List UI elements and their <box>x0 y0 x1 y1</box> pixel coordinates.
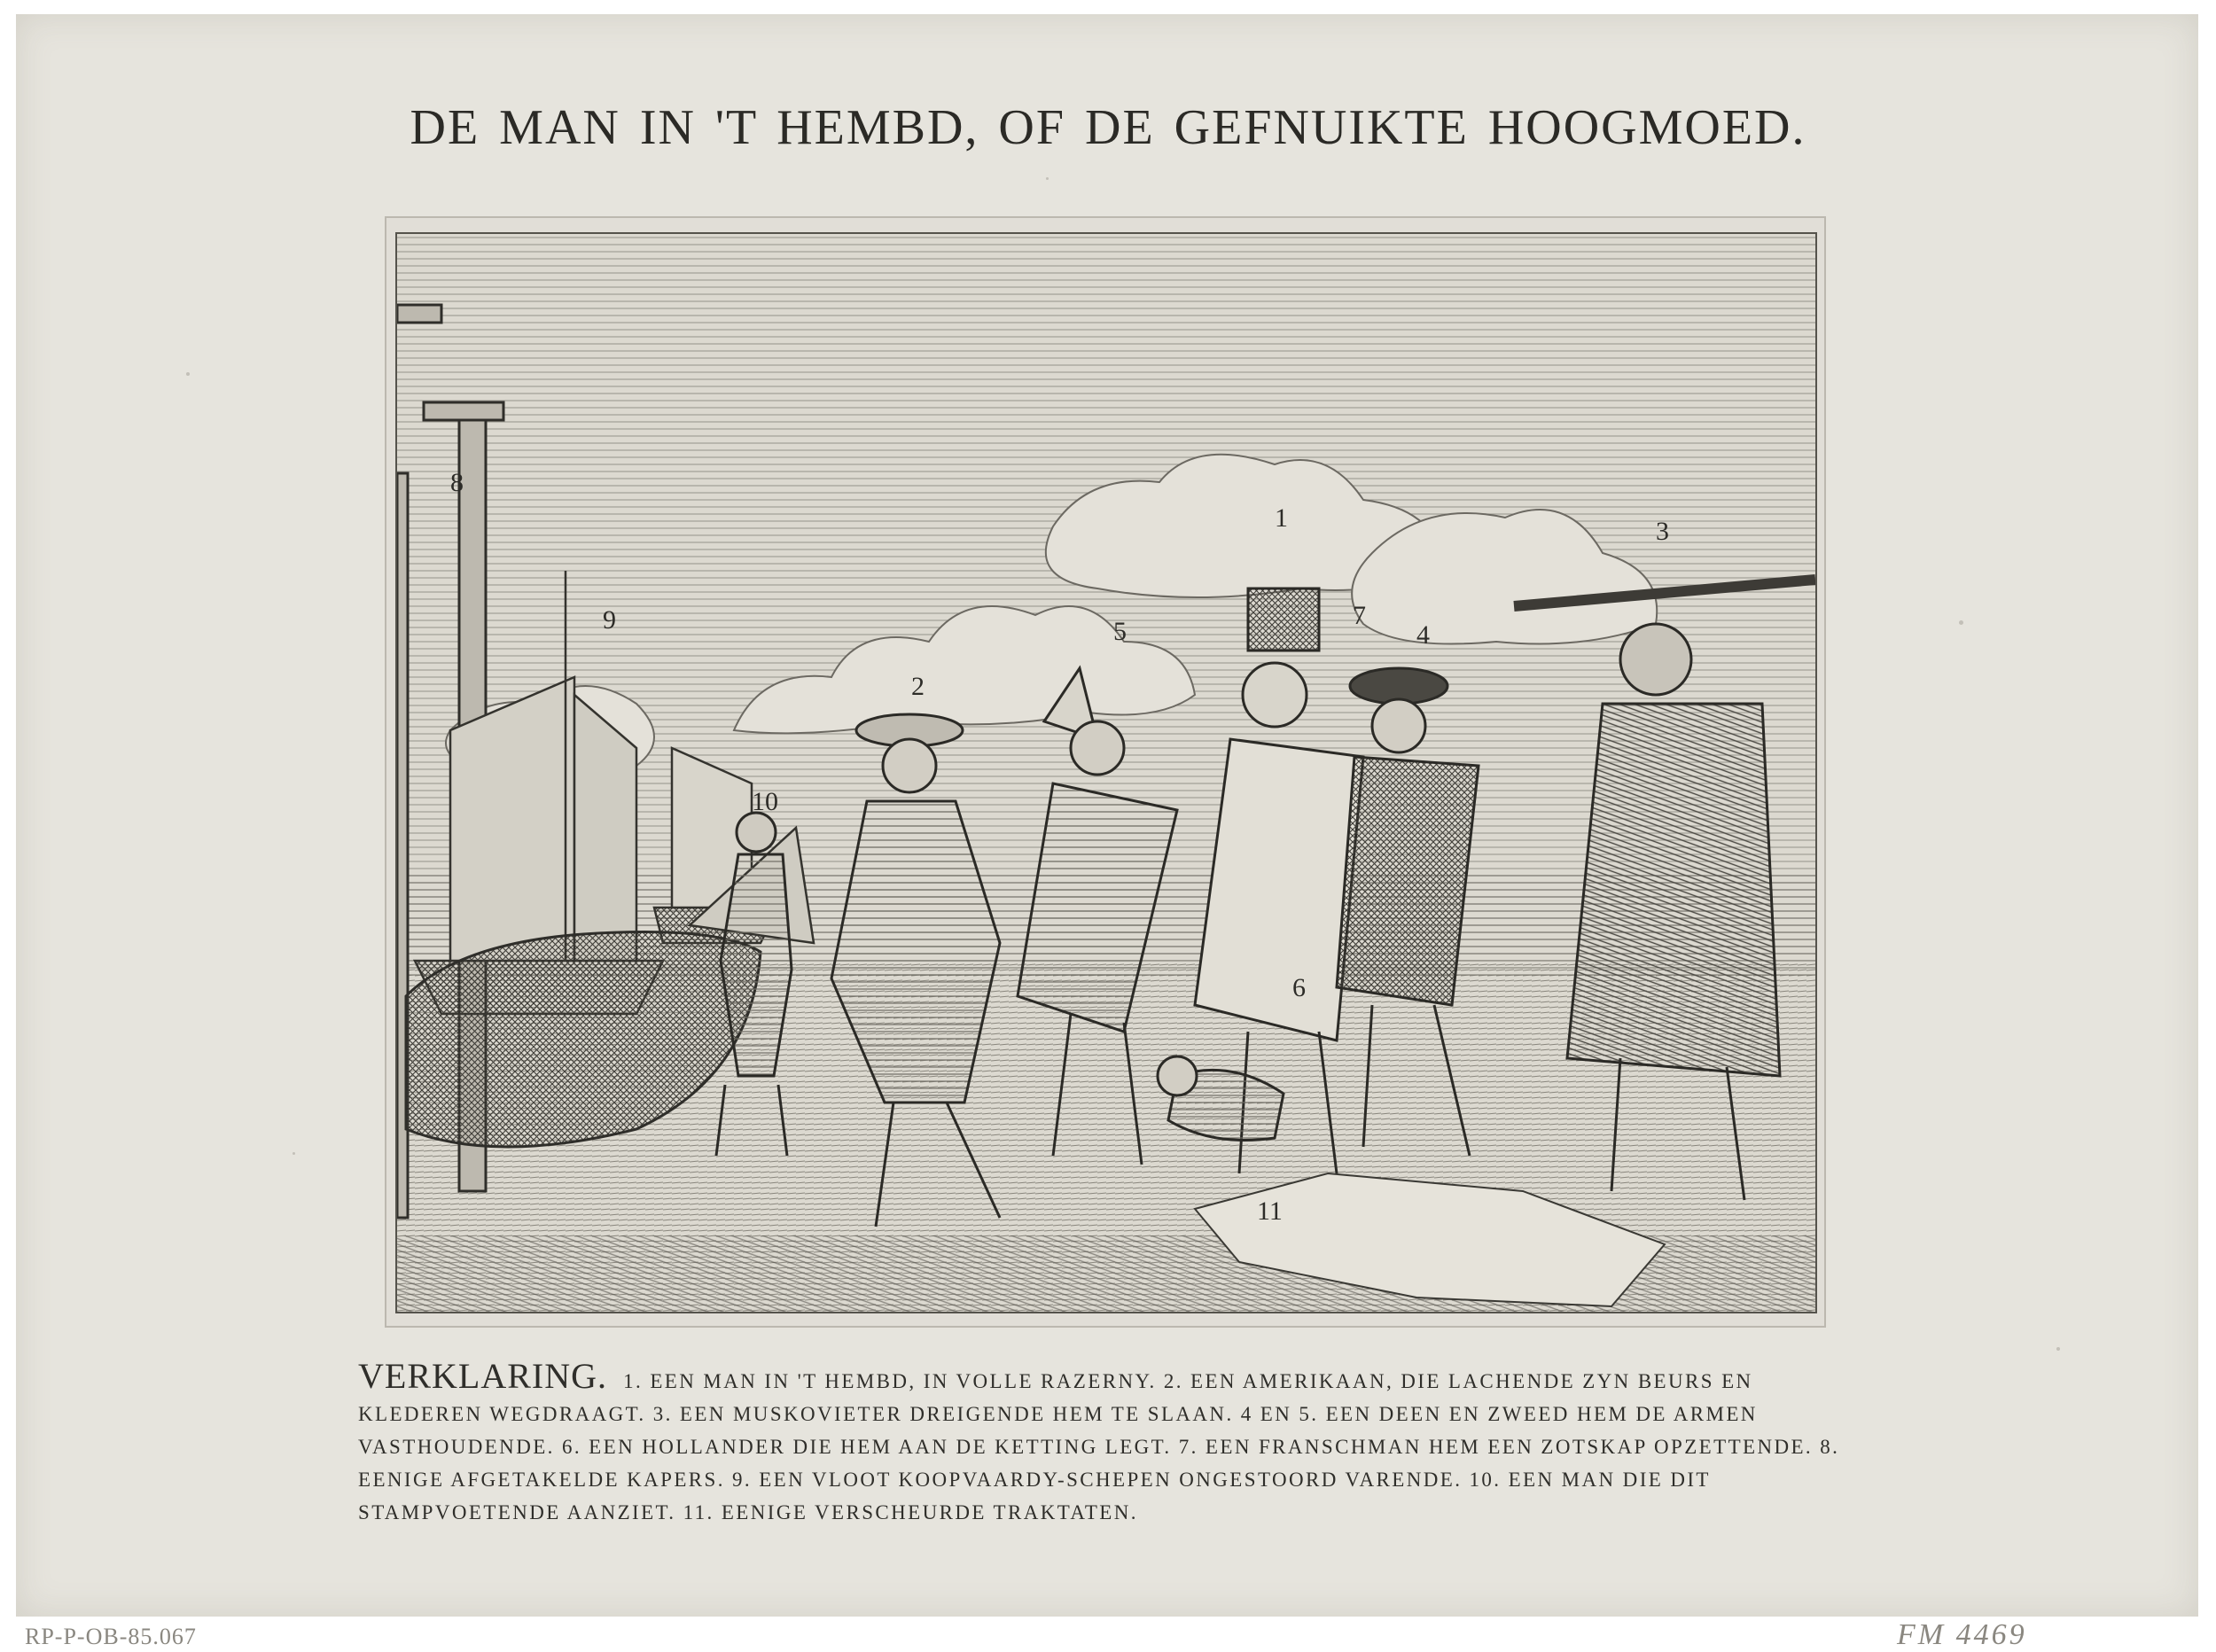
plate-number-11: 11 <box>1257 1196 1283 1226</box>
plate-number-5: 5 <box>1113 617 1127 646</box>
plate-number-7: 7 <box>1353 601 1366 630</box>
legend-item: 2. EEN AMERIKAAN, DIE LACHENDE ZYN BEURS EN KLEDEREN WEGDRAAGT. <box>358 1370 1753 1425</box>
paper-speck <box>293 1152 295 1155</box>
legend-text <box>358 1356 1847 1529</box>
accession-number: RP-P-OB-85.067 <box>25 1624 197 1649</box>
legend-item: 1. EEN MAN IN 'T HEMBD, IN VOLLE RAZERNY. <box>623 1370 1157 1392</box>
plate-number-3: 3 <box>1656 517 1669 546</box>
paper-speck <box>1959 620 1963 625</box>
paper-speck <box>2056 1347 2060 1351</box>
plate-number-10: 10 <box>752 787 778 816</box>
pencil-inscription: FM 4469 <box>1897 1618 2027 1651</box>
print-title: DE MAN IN 'T HEMBD, OF DE GEFNUIKTE HOOGMOED. <box>410 100 1806 155</box>
plate-number-9: 9 <box>603 605 616 635</box>
legend-item: 8. EENIGE AFGETAKELDE KAPERS. <box>358 1436 1840 1491</box>
plate-number-6: 6 <box>1292 973 1306 1002</box>
legend-item: 4 EN 5. EEN DEEN EN ZWEED HEM DE ARMEN VASTHOUDENDE. <box>358 1403 1758 1458</box>
legend-item: 6. EEN HOLLANDER DIE HEM AAN DE KETTING LEGT. <box>561 1436 1172 1458</box>
legend-item: 10. EEN MAN DIE DIT STAMPVOETENDE AANZIET. <box>358 1469 1711 1523</box>
legend-item: 7. EEN FRANSCHMAN HEM EEN ZOTSKAP OPZETTENDE. <box>1178 1436 1814 1458</box>
plate-number-8: 8 <box>450 468 464 497</box>
legend-item: 9. EEN VLOOT KOOPVAARDY-SCHEPEN ONGESTOORD VARENDE. <box>732 1469 1463 1491</box>
legend-item: 11. EENIGE VERSCHEURDE TRAKTATEN. <box>683 1501 1138 1523</box>
plate-number-4: 4 <box>1416 620 1430 650</box>
plate-number-2: 2 <box>911 672 925 701</box>
paper-speck <box>186 372 190 376</box>
legend-item: 3. EEN MUSKOVIETER DREIGENDE HEM TE SLAAN. <box>652 1403 1234 1425</box>
legend-heading: VERKLARING. <box>358 1356 607 1396</box>
etching-image <box>395 232 1817 1313</box>
paper-speck <box>1046 177 1049 180</box>
plate-number-1: 1 <box>1275 503 1288 533</box>
